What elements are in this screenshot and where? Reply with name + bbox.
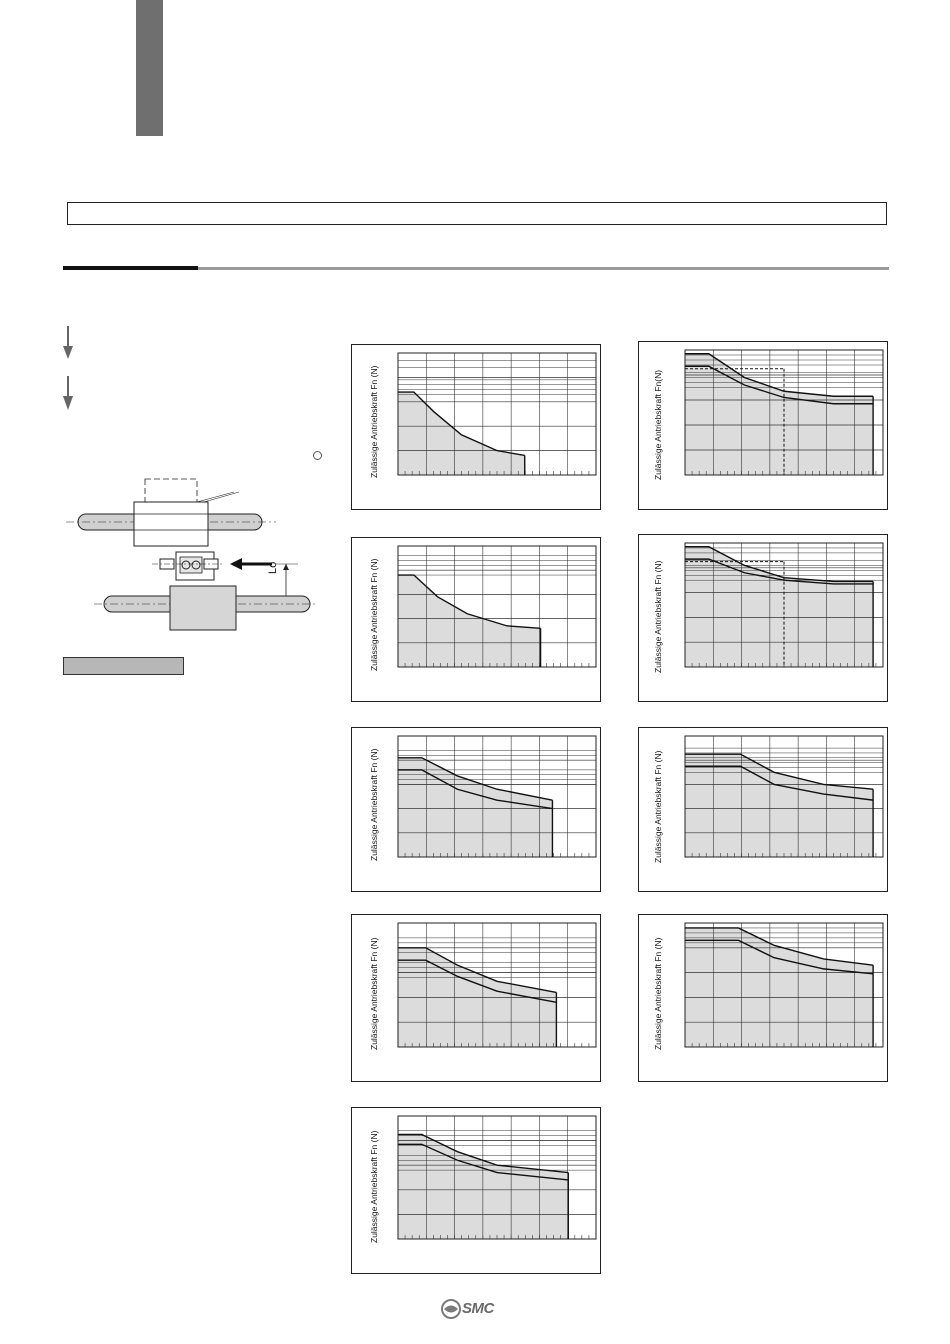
chart-panel-2 bbox=[638, 341, 888, 510]
mounting-diagram bbox=[64, 474, 324, 634]
chart-plot bbox=[639, 535, 887, 701]
header-title-box bbox=[67, 202, 887, 225]
chart-plot bbox=[352, 345, 600, 509]
y-axis-label: Zulässige Antriebskraft Fn (N) bbox=[369, 937, 379, 1050]
y-axis-label: Zulässige Antriebskraft Fn (N) bbox=[369, 748, 379, 861]
shaded-area bbox=[398, 758, 552, 857]
chart-panel-9 bbox=[351, 1107, 601, 1274]
chart-plot bbox=[639, 342, 887, 509]
y-axis-label: Zulässige Antriebskraft Fn (N) bbox=[369, 558, 379, 671]
chart-plot bbox=[639, 915, 887, 1081]
chart-plot bbox=[352, 915, 600, 1081]
shaded-area bbox=[398, 575, 541, 667]
chart-plot bbox=[639, 728, 887, 891]
section-rule-dark bbox=[63, 266, 198, 270]
chart-panel-7 bbox=[351, 914, 601, 1082]
y-axis-label: Zulässige Antriebskraft Fn (N) bbox=[653, 750, 663, 863]
shaded-area bbox=[398, 392, 525, 475]
down-arrows bbox=[60, 324, 76, 414]
section-rule-grey bbox=[198, 267, 889, 270]
chart-plot bbox=[352, 728, 600, 891]
chart-plot bbox=[352, 538, 600, 701]
smc-logo-icon bbox=[440, 1298, 462, 1320]
y-axis-label: Zulässige Antriebskraft Fn (N) bbox=[653, 560, 663, 673]
gray-label-box bbox=[63, 657, 184, 675]
chart-panel-5 bbox=[351, 727, 601, 892]
y-axis-label: Zulässige Antriebskraft Fn (N) bbox=[369, 365, 379, 478]
chart-panel-3 bbox=[351, 537, 601, 702]
y-axis-label: Zulässige Antriebskraft Fn(N) bbox=[653, 369, 663, 480]
chart-plot bbox=[352, 1108, 600, 1273]
side-tab bbox=[136, 0, 163, 136]
smc-logo-text: SMC bbox=[462, 1300, 494, 1317]
chart-panel-6 bbox=[638, 727, 888, 892]
y-axis-label: Zulässige Antriebskraft Fn (N) bbox=[653, 937, 663, 1050]
chart-panel-8 bbox=[638, 914, 888, 1082]
circle-mark bbox=[313, 451, 322, 460]
chart-panel-1 bbox=[351, 344, 601, 510]
dimension-lo: Lo bbox=[267, 561, 279, 574]
smc-logo bbox=[440, 1298, 510, 1320]
chart-panel-4 bbox=[638, 534, 888, 702]
y-axis-label: Zulässige Antriebskraft Fn (N) bbox=[369, 1130, 379, 1243]
